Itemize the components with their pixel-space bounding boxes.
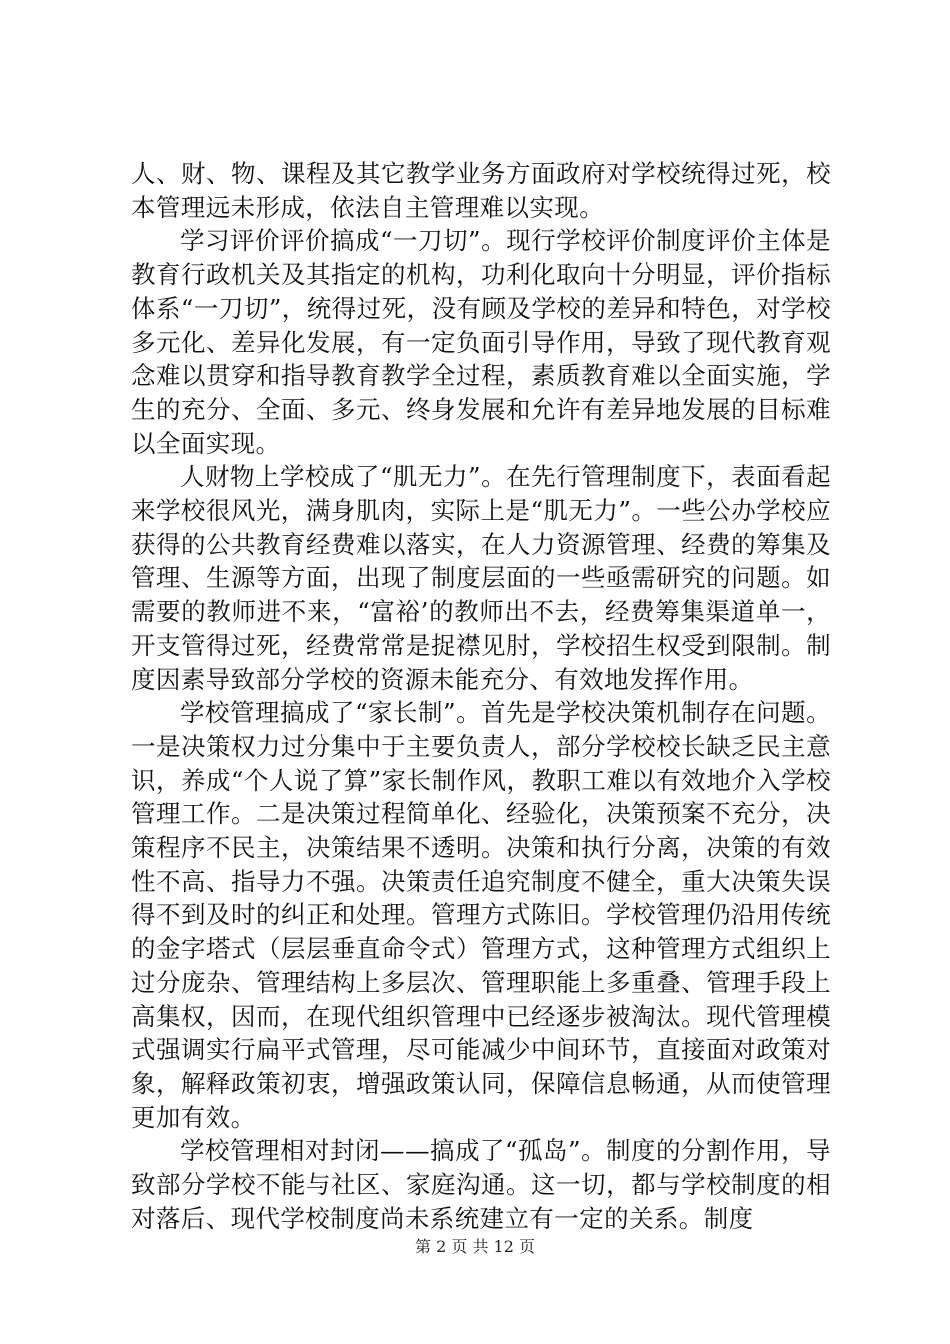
page-footer: 第 2 页 共 12 页	[415, 1237, 535, 1256]
paragraph-evaluation: 学习评价评价搞成“一刀切”。现行学校评价制度评价主体是教育行政机关及其指定的机构，功利化取向十分明显，评价指标体系“一刀切”，统得过死，没有顾及学校的差异和特色，对学校多元化、差异化发展，有一定负面引导作用，导致了现代教育观念难以贯穿和指导教育教学全过程，素质教育难以全面实施，学生的充分、全面、多元、终身发展和允许有差异地发展的目标难以全面实现。	[131, 226, 831, 458]
paragraph-resources: 人财物上学校成了“肌无力”。在先行管理制度下，表面看起来学校很风光，满身肌肉，实际上是“肌无力”。一些公办学校应获得的公共教育经费难以落实，在人力资源管理、经费的筹集及管理、生源等方面，出现了制度层面的一些亟需研究的问题。如需要的教师进不来，“富裕’的教师出不去，经费筹集渠道单一，开支管得过死，经费常常是捉襟见肘，学校招生权受到限制。制度因素导致部分学校的资源未能充分、有效地发挥作用。	[131, 462, 831, 694]
paragraph-continuation: 人、财、物、课程及其它教学业务方面政府对学校统得过死，校本管理远未形成，依法自主管理难以实现。	[131, 159, 831, 222]
paragraph-isolation: 学校管理相对封闭——搞成了“孤岛”。制度的分割作用，导致部分学校不能与社区、家庭沟通。这一切，都与学校制度的相对落后、现代学校制度尚未系统建立有一定的关系。制度	[131, 1136, 831, 1233]
body-text	[131, 157, 831, 1236]
paragraph-management: 学校管理搞成了“家长制”。首先是学校决策机制存在问题。一是决策权力过分集中于主要负责人，部分学校校长缺乏民主意识，养成“个人说了算”家长制作风，教职工难以有效地介入学校管理工作。二是决策过程简单化、经验化，决策预案不充分，决策程序不民主，决策结果不透明。决策和执行分离，决策的有效性不高、指导力不强。决策责任追究制度不健全，重大决策失误得不到及时的纠正和处理。管理方式陈旧。学校管理仍沿用传统的金字塔式（层层垂直命令式）管理方式，这种管理方式组织上过分庞杂、管理结构上多层次、管理职能上多重叠、管理手段上高集权，因而，在现代组织管理中已经逐步被淘汰。现代管理模式强调实行扁平式管理，尽可能减少中间环节，直接面对政策对象，解释政策初衷，增强政策认同，保障信息畅通，从而使管理更加有效。	[131, 698, 831, 1132]
